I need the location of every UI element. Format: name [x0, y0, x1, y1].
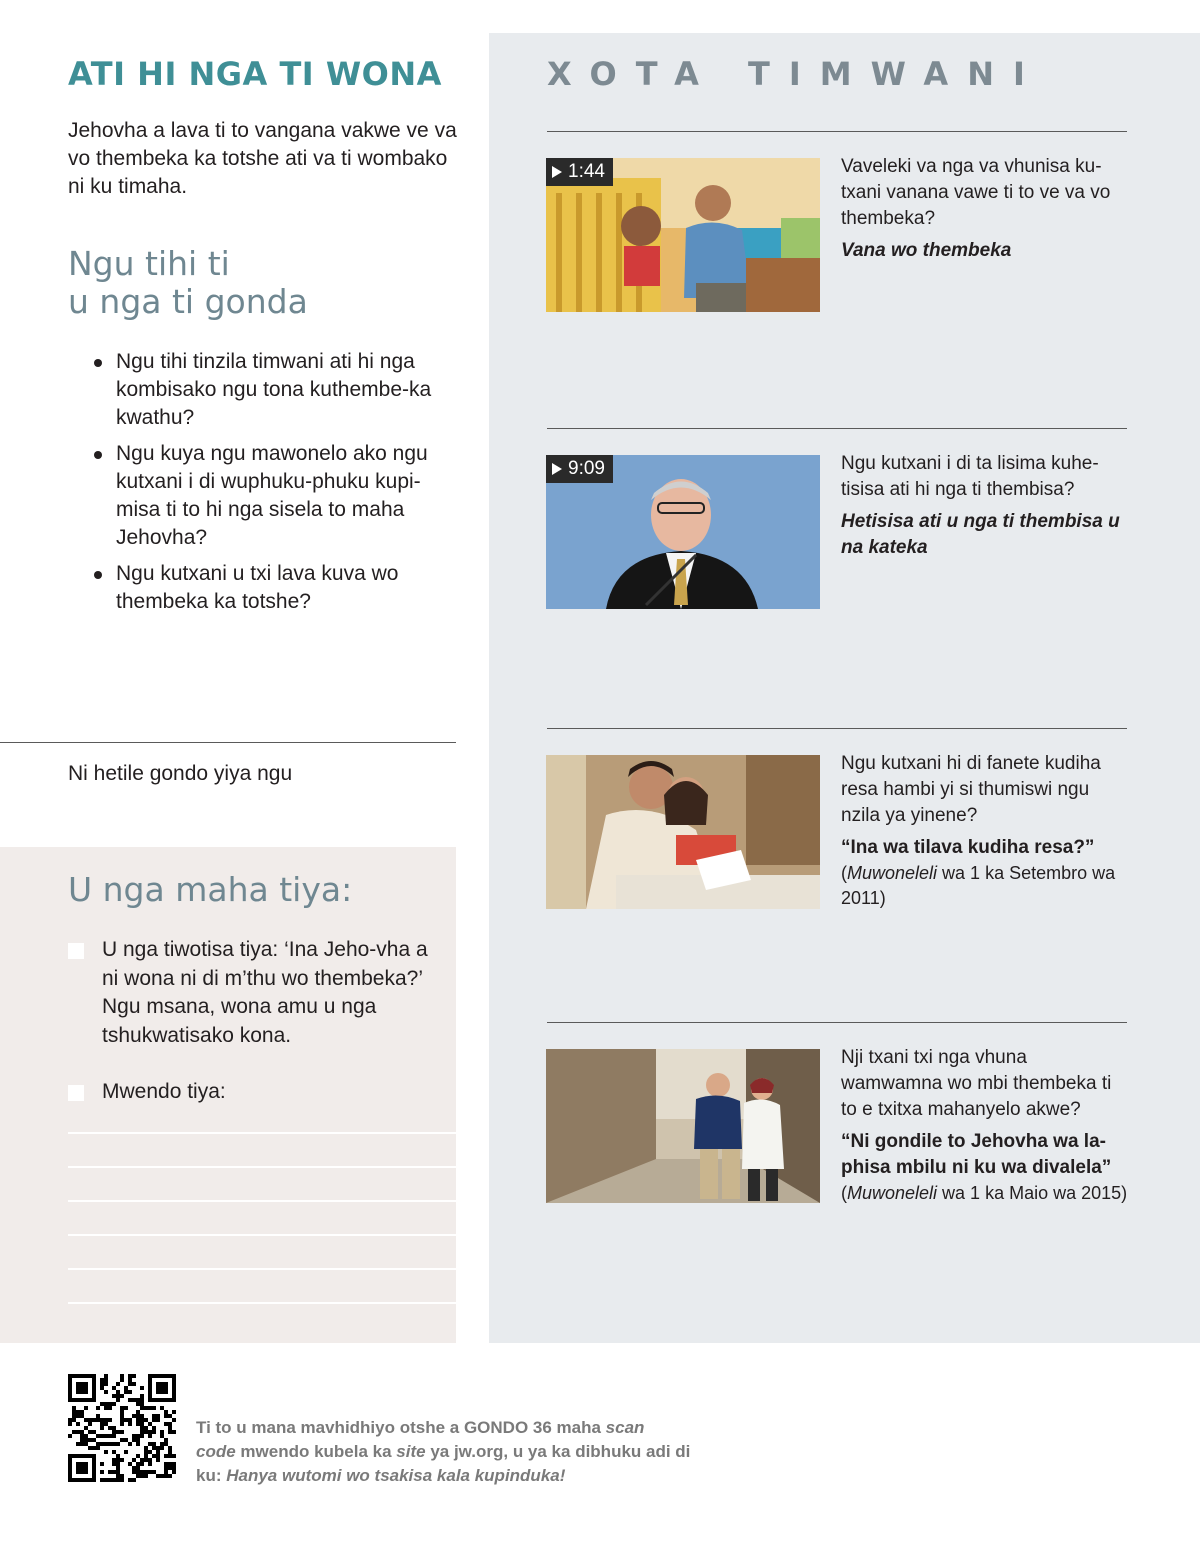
section-title-left: ATI HI NGA TI WONA: [68, 55, 442, 93]
bullet-icon: [94, 571, 102, 579]
section-title-right: XOTA TIMWANI: [547, 55, 1044, 93]
play-icon: [552, 166, 562, 178]
bullet-icon: [94, 359, 102, 367]
writing-line[interactable]: [68, 1234, 456, 1236]
footer-note: Ti to u mana mavhidhiyo otshe a GONDO 36 maha scan code mwendo kubela ka site ya jw.org, u ya ka dibhuku adi di ku: Hanya wutomi wo tsakisa kala kupinduka!: [196, 1418, 691, 1485]
duration-badge: [546, 455, 613, 483]
completion-note: Ni hetile gondo yiya ngu: [68, 762, 293, 785]
resource-title-link[interactable]: Vana wo thembeka: [841, 240, 1012, 261]
try-item[interactable]: [68, 936, 438, 1050]
deep-dive-title-line1: Ngu tihi ti: [68, 244, 230, 283]
try-item-text: U nga tiwotisa tiya: ‘Ina Jeho-vha a ni wona ni di m’thu wo thembeka?’ Ngu msana, wona amu u nga tshukwatisako kona.: [102, 938, 428, 1047]
qr-code-icon[interactable]: [68, 1374, 176, 1482]
intro-text: Jehovha a lava ti to vangana vakwe ve va vo thembeka ka totshe ati va ti wombako ni ku timaha.: [68, 119, 457, 198]
divider: [547, 428, 1127, 429]
resource-question: Ngu kutxani i di ta lisima kuhe-tisisa ati hi nga ti thembisa?: [841, 453, 1099, 500]
question-text: Ngu kuya ngu mawonelo ako ngu kutxani i di wuphuku-phuku kupi-misa ti to hi nga sisela to maha Jehovha?: [116, 442, 428, 549]
resource-question: Ngu kutxani hi di fanete kudiha resa hambi yi si thumiswi ngu nzila ya yinene?: [841, 753, 1101, 826]
question-text: Ngu kutxani u txi lava kuva wo thembeka ka totshe?: [116, 562, 399, 613]
resource-question: Nji txani txi nga vhuna wamwamna wo mbi thembeka ti to e txitxa mahanyelo akwe?: [841, 1047, 1112, 1120]
writing-line[interactable]: [68, 1200, 456, 1202]
resource-item: [841, 1045, 1131, 1206]
divider: [0, 742, 456, 743]
resource-item: [841, 751, 1131, 911]
writing-line[interactable]: [68, 1166, 456, 1168]
question-item: [94, 560, 464, 616]
question-item: [94, 440, 464, 552]
try-this-title: U nga maha tiya:: [68, 870, 353, 909]
bullet-icon: [94, 451, 102, 459]
article-image[interactable]: [546, 1049, 820, 1203]
publication-name: Muwoneleli: [847, 863, 938, 883]
duration-text: 9:09: [568, 458, 605, 479]
try-item[interactable]: [68, 1078, 438, 1107]
writing-line[interactable]: [68, 1302, 456, 1304]
resource-source: (Muwoneleli wa 1 ka Maio wa 2015): [841, 1183, 1128, 1203]
writing-line[interactable]: [68, 1268, 456, 1270]
duration-text: 1:44: [568, 161, 605, 182]
divider: [547, 1022, 1127, 1023]
video-thumbnail[interactable]: [546, 158, 820, 312]
publication-name: Muwoneleli: [847, 1183, 938, 1203]
divider: [547, 131, 1127, 132]
deep-dive-title-line2: u nga ti gonda: [68, 282, 308, 321]
book-title: Hanya wutomi wo tsakisa kala kupinduka!: [226, 1466, 566, 1485]
duration-badge: [546, 158, 613, 186]
resource-item: [841, 451, 1131, 561]
try-item-text: Mwendo tiya:: [102, 1080, 226, 1103]
play-icon: [552, 463, 562, 475]
divider: [547, 728, 1127, 729]
deep-dive-title: [68, 245, 448, 321]
question-list: [94, 348, 464, 624]
qr-code-graphic: [68, 1374, 176, 1482]
question-item: [94, 348, 464, 432]
video-thumbnail[interactable]: [546, 455, 820, 609]
resource-source: (Muwoneleli wa 1 ka Setembro wa 2011): [841, 863, 1116, 908]
resource-title-link[interactable]: Hetisisa ati u nga ti thembisa u na kateka: [841, 511, 1120, 558]
writing-line[interactable]: [68, 1132, 456, 1134]
couple-signing-photo-icon: [546, 755, 820, 909]
article-image[interactable]: [546, 755, 820, 909]
checkbox[interactable]: [68, 1085, 84, 1101]
question-text: Ngu tihi tinzila timwani ati hi nga kombisako ngu tona kuthembe-ka kwathu?: [116, 350, 432, 429]
resource-title-link[interactable]: “Ni gondile to Jehovha wa la-phisa mbilu ni ku wa divalela”: [841, 1131, 1112, 1178]
resource-item: [841, 154, 1131, 264]
resource-question: Vaveleki va nga va vhunisa ku-txani vanana vawe ti to ve va vo thembeka?: [841, 156, 1111, 229]
resource-title-link[interactable]: “Ina wa tilava kudiha resa?”: [841, 837, 1095, 858]
checkbox[interactable]: [68, 943, 84, 959]
couple-walking-photo-icon: [546, 1049, 820, 1203]
